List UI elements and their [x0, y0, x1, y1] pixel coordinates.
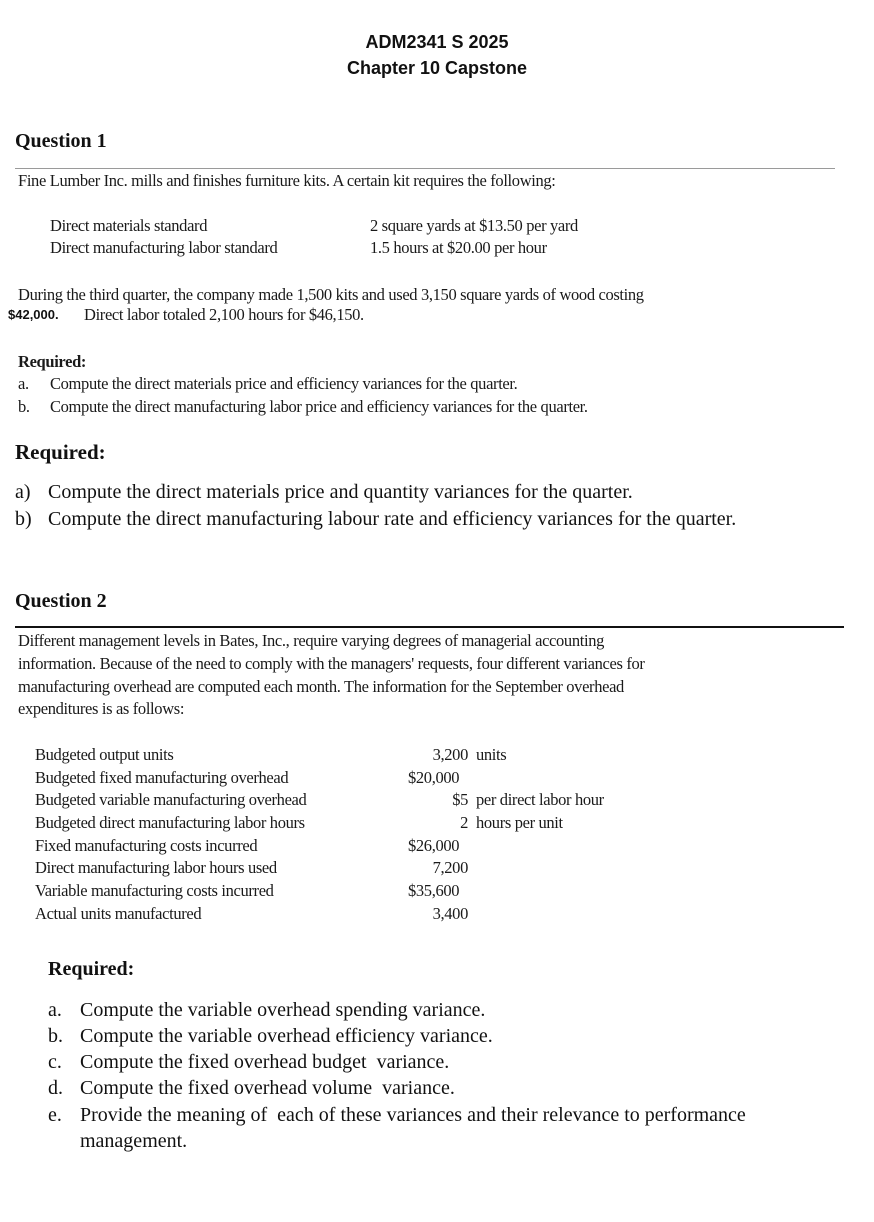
question-2-title: Question 2: [15, 590, 107, 612]
list-item: Compute the direct manufacturing labor price and efficiency variances for the quarter.: [50, 397, 588, 416]
data-value: 7,200: [432, 858, 468, 877]
data-label: Fixed manufacturing costs incurred: [35, 836, 258, 855]
data-label: Budgeted direct manufacturing labor hours: [35, 813, 305, 832]
q2-intro-line: expenditures is as follows:: [18, 699, 185, 718]
list-item: Compute the direct materials price and efficiency variances for the quarter.: [50, 374, 518, 393]
divider: [15, 626, 844, 628]
q2-required-title: Required:: [48, 958, 135, 980]
q1-intro: Fine Lumber Inc. mills and finishes furniture kits. A certain kit requires the following:: [18, 171, 556, 190]
data-label: Budgeted fixed manufacturing overhead: [35, 768, 289, 787]
list-marker: a.: [48, 999, 62, 1021]
list-item: Compute the variable overhead spending variance.: [80, 999, 486, 1021]
list-marker: b.: [48, 1025, 63, 1047]
data-value: $35,600: [408, 881, 460, 900]
data-value: $20,000: [408, 768, 460, 787]
question-1-title: Question 1: [15, 130, 107, 152]
q2-intro-line: manufacturing overhead are computed each month. The information for the September overhead: [18, 677, 624, 696]
q1-old-required-title: Required:: [18, 352, 87, 371]
data-label: Variable manufacturing costs incurred: [35, 881, 274, 900]
list-item: Compute the variable overhead efficiency variance.: [80, 1025, 493, 1047]
data-unit: hours per unit: [476, 813, 563, 832]
data-value: $5: [452, 790, 468, 809]
divider: [15, 168, 835, 169]
list-item: Provide the meaning of each of these variances and their relevance to performance: [80, 1104, 746, 1126]
list-item: Compute the direct manufacturing labour rate and efficiency variances for the quarter.: [48, 508, 737, 530]
data-value: 3,400: [432, 904, 468, 923]
list-marker: c.: [48, 1051, 62, 1073]
data-value: 3,200: [432, 745, 468, 764]
data-value: $26,000: [408, 836, 460, 855]
data-label: Actual units manufactured: [35, 904, 202, 923]
list-marker: d.: [48, 1077, 63, 1099]
list-marker: a.: [18, 374, 29, 393]
q2-intro-line: information. Because of the need to comply with the managers' requests, four different variances for: [18, 654, 645, 673]
data-label: Budgeted output units: [35, 745, 174, 764]
list-marker: b): [15, 508, 32, 530]
data-value: 2: [460, 813, 468, 832]
standard-value: 1.5 hours at $20.00 per hour: [370, 238, 547, 257]
q1-material-cost: $42,000.: [8, 307, 59, 322]
list-marker: b.: [18, 397, 30, 416]
list-item: Compute the direct materials price and quantity variances for the quarter.: [48, 481, 633, 503]
data-unit: per direct labor hour: [476, 790, 604, 809]
data-label: Budgeted variable manufacturing overhead: [35, 790, 307, 809]
list-item-continuation: management.: [80, 1130, 188, 1152]
standard-label: Direct materials standard: [50, 216, 208, 235]
data-label: Direct manufacturing labor hours used: [35, 858, 277, 877]
list-marker: e.: [48, 1104, 62, 1126]
q1-required-title: Required:: [15, 440, 106, 464]
data-unit: units: [476, 745, 507, 764]
standard-value: 2 square yards at $13.50 per yard: [370, 216, 578, 235]
q2-intro-line: Different management levels in Bates, Inc., require varying degrees of managerial accounting: [18, 631, 604, 650]
q1-paragraph-line2: Direct labor totaled 2,100 hours for $46,150.: [84, 305, 364, 324]
list-item: Compute the fixed overhead volume variance.: [80, 1077, 455, 1099]
chapter-title: Chapter 10 Capstone: [346, 58, 528, 78]
list-item: Compute the fixed overhead budget variance.: [80, 1051, 450, 1073]
q1-paragraph-line1: During the third quarter, the company made 1,500 kits and used 3,150 square yards of wood costing: [18, 285, 644, 304]
standard-label: Direct manufacturing labor standard: [50, 238, 278, 257]
course-title: ADM2341 S 2025: [365, 32, 509, 52]
list-marker: a): [15, 481, 31, 503]
